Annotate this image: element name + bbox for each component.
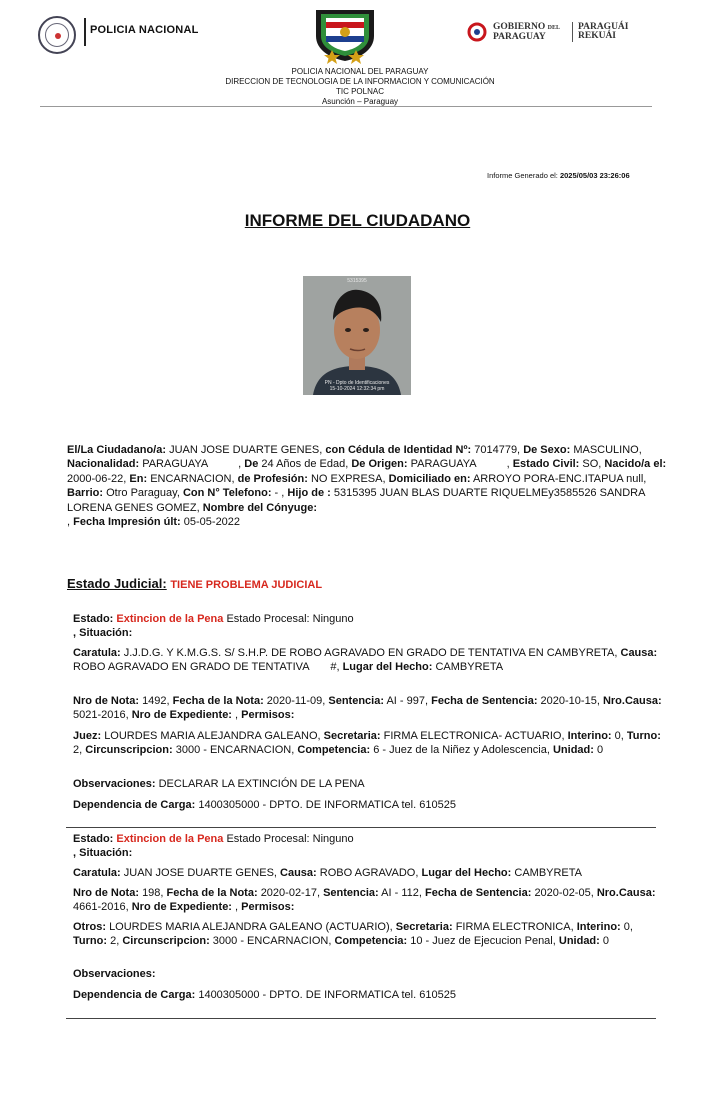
header-title-lines [0,67,720,107]
rekuai-label: PARAGUÁI REKUÁI [578,22,629,41]
header-line: DIRECCION DE TECNOLOGIA DE LA INFORMACION Y COMUNICACIÓN [225,77,495,86]
photo-caption: PN - Dpto de Identificaciones 15-10-2024 12:32:34 pm [324,380,390,392]
gobierno-divider [572,22,573,42]
gobierno-label: GOBIERNO DEL PARAGUAY [493,22,560,42]
national-seal-icon [38,16,76,54]
cause-nota: Nro de Nota: 198, Fecha de la Nota: 2020-02-17, Sentencia: AI - 112, Fecha de Sentencia: 2020-02-05, Nro.Causa: 4661-2016, Nro de Expediente: , Permisos: [73,887,656,914]
cause-dependencia: Dependencia de Carga: 1400305000 - DPTO. DE INFORMATICA tel. 610525 [73,799,456,811]
cause-observaciones: Observaciones: DECLARAR LA EXTINCIÓN DE LA PENA [73,778,365,790]
header-line: POLICIA NACIONAL DEL PARAGUAY [291,67,429,76]
citizen-details: El/La Ciudadano/a: JUAN JOSE DUARTE GENES, con Cédula de Identidad Nº: 7014779, De Sexo: MASCULINO, Nacionalidad: PARAGUAYA , De 24 Años de Edad, De Origen: PARAGUAYA , Estado Civil: SO, Nacido/a el: 2000-06-22, En: ENCARNACION, de Profesión: NO EXPRESA, Domiciliado en: ARROYO PORA-ENC.ITAPUA null, Barrio: Otro Paraguay, Con N° Telefono: - , Hijo de : 5315395 JUAN BLAS DUARTE RIQUELMEy3585526 SANDRA LORENA GENES GOMEZ, Nombre del Cónyuge: , Fecha Impresión últ: 05-05-2022 [67,444,667,529]
header-rule [40,106,652,107]
cause-juez: Juez: LOURDES MARIA ALEJANDRA GALEANO, Secretaria: FIRMA ELECTRONICA- ACTUARIO, Interino: 0, Turno: 2, Circunscripcion: 3000 - ENCARNACION, Competencia: 6 - Juez de la Niñez y Adolescencia, Unidad: 0 [73,730,661,757]
cause-record: Estado: Extincion de la Pena Estado Procesal: Ninguno , Situación: [73,613,354,640]
page-title: INFORME DEL CIUDADANO [244,211,471,230]
citizen-photo [303,276,411,395]
judicial-status [67,576,322,591]
judicial-status-value: TIENE PROBLEMA JUDICIAL [170,579,323,591]
cause-juez: Otros: LOURDES MARIA ALEJANDRA GALEANO (ACTUARIO), Secretaria: FIRMA ELECTRONICA, Interino: 0, Turno: 2, Circunscripcion: 3000 - ENCARNACION, Competencia: 10 - Juez de Ejecucion Penal, Unidad: 0 [73,921,633,948]
cause-nota: Nro de Nota: 1492, Fecha de la Nota: 2020-11-09, Sentencia: AI - 997, Fecha de Sentencia: 2020-10-15, Nro.Causa: 5021-2016, Nro de Expediente: , Permisos: [73,695,662,722]
brand-name: POLICIA NACIONAL [90,24,199,36]
cause-caratula: Caratula: JUAN JOSE DUARTE GENES, Causa: ROBO AGRAVADO, Lugar del Hecho: CAMBYRETA [73,867,583,879]
header-line: TIC POLNAC [335,87,384,96]
cause-record: Estado: Extincion de la Pena Estado Procesal: Ninguno , Situación: [73,833,354,860]
header-line: Asunción – Paraguay [321,97,399,106]
generated-date: Informe Generado el: 2025/05/03 23:26:06 [487,171,630,180]
stars-icon [322,50,366,64]
cause-caratula: Caratula: J.J.D.G. Y K.M.G.S. S/ S.H.P. DE ROBO AGRAVADO EN GRADO DE TENTATIVA EN CAMBYRETA, Causa: ROBO AGRAVADO EN GRADO DE TENTATIVA #, Lugar del Hecho: CAMBYRETA [73,647,658,674]
cause-divider [66,1018,656,1019]
photo-id-text: 5315395 [347,278,367,284]
judicial-status-label: Estado Judicial: [67,576,167,591]
cause-observaciones: Observaciones: [73,968,156,980]
header-divider [84,18,86,46]
cause-dependencia: Dependencia de Carga: 1400305000 - DPTO. DE INFORMATICA tel. 610525 [73,989,456,1001]
gobierno-logo-icon [467,22,489,42]
cause-divider [66,827,656,828]
